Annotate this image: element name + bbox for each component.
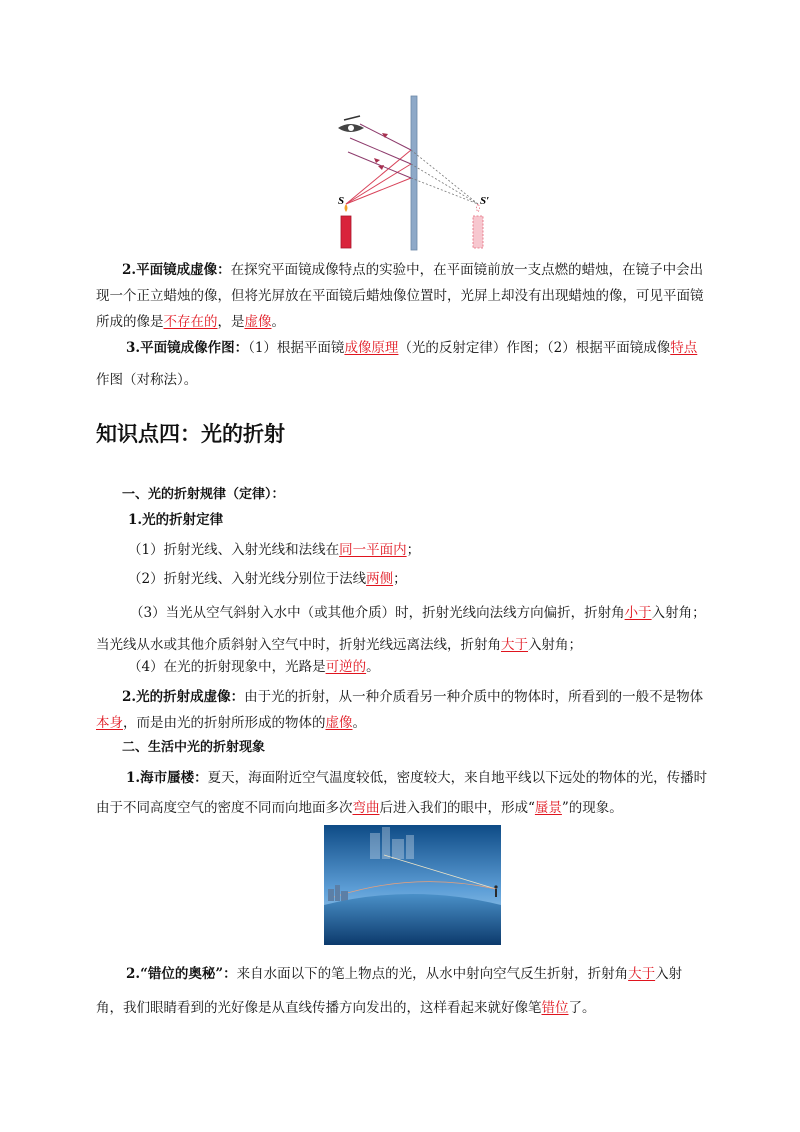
- text: 在探究平面镜成像特点的实验中，在平面镜前放一支点燃的蜡烛，在镜子中会出现一个正立蜡烛的像，但将光屏放在平面镜后蜡烛像位置时，光屏上却没有出现蜡烛的像，可见平面镜所成的像是: [96, 262, 704, 330]
- answer-blank: 错位: [541, 1000, 569, 1016]
- paragraph-pen-shift: [96, 957, 708, 1025]
- text: 。: [366, 659, 380, 675]
- text: （1）折射光线、入射光线和法线在: [128, 542, 340, 558]
- subsection-title: 一、光的折射规律（定律）：: [122, 487, 285, 502]
- incident-rays: [346, 150, 411, 204]
- text: 夏天，海面附近空气温度较低，密度较大，来自地平线以下远处的物体的光，传播时由于不同高度空气的密度不同而向地面多次: [96, 770, 708, 816]
- text: ”的现象。: [561, 800, 623, 816]
- text: 作图（对称法）。: [96, 372, 198, 388]
- answer-blank: 弯曲: [352, 800, 380, 816]
- paragraph-mirage: [96, 763, 708, 823]
- label-s: S: [338, 195, 345, 207]
- mirror: [411, 96, 417, 250]
- text: ，是: [217, 314, 245, 330]
- subsection-title: 二、生活中光的折射现象: [122, 740, 266, 755]
- law-title: 1.光的折射定律: [128, 512, 224, 528]
- answer-blank: 两侧: [366, 571, 394, 587]
- answer-blank: 大于: [628, 966, 656, 982]
- text: （4）在光的折射现象中，光路是: [128, 659, 326, 675]
- paragraph-title: 2.“错位的奥秘”：: [126, 966, 237, 982]
- text: （2）折射光线、入射光线分别位于法线: [128, 571, 367, 587]
- law-item-3: [96, 597, 708, 661]
- text: 由于光的折射，从一种介质看另一种介质中的物体时，所看到的一般不是物体: [244, 689, 704, 705]
- text: 入射角；当光线从水或其他介质斜射入空气中时，折射光线远离法线，折射角: [96, 605, 706, 653]
- paragraph-title: 2.光的折射成虚像：: [122, 689, 245, 705]
- text: 入射角，我们眼睛看到的光好像是从直线传播方向发出的，这样看起来就好像笔: [96, 966, 683, 1016]
- answer-blank: 本身: [96, 715, 123, 731]
- text: 来自水面以下的笔上物点的光，从水中射向空气反生折射，折射角: [236, 966, 629, 982]
- text: （3）当光从空气斜射入水中（或其他介质）时，折射光线向法线方向偏折，折射角: [130, 605, 625, 621]
- answer-blank: 可逆的: [325, 659, 367, 675]
- section-heading: 知识点四：光的折射: [96, 422, 285, 446]
- paragraph-refraction-virtual: [96, 684, 708, 736]
- text: 入射角；: [528, 637, 582, 653]
- paragraph-title: 1.海市蜃楼：: [126, 770, 208, 786]
- virtual-rays: [411, 150, 478, 204]
- answer-blank: 虚像: [325, 715, 353, 731]
- answer-blank: 虚像: [244, 314, 272, 330]
- paragraph-virtual-image: [96, 257, 708, 335]
- answer-blank: 小于: [624, 605, 652, 621]
- law-item-2: [128, 568, 407, 590]
- answer-blank: 不存在的: [163, 314, 218, 330]
- text: ；: [393, 571, 407, 587]
- text: 。: [352, 715, 366, 731]
- text: （1）根据平面镜: [248, 340, 345, 356]
- paragraph-title: 3.平面镜成像作图：: [126, 340, 249, 356]
- law-item-1: [128, 539, 420, 561]
- real-candle: [341, 204, 351, 248]
- text: 。: [271, 314, 285, 330]
- text: ；: [406, 542, 421, 558]
- answer-blank: 成像原理: [344, 340, 399, 356]
- answer-blank: 同一平面内: [339, 542, 407, 558]
- label-s-prime: S′: [480, 195, 490, 207]
- paragraph-title: 2.平面镜成虚像：: [122, 262, 231, 278]
- text: 后进入我们的眼中，形成“: [379, 800, 535, 816]
- answer-blank: 蜃景: [534, 800, 562, 816]
- text: 了。: [568, 1000, 596, 1016]
- mirage-illustration: [324, 825, 501, 945]
- answer-blank: 大于: [501, 637, 528, 653]
- law-item-4: [128, 656, 380, 678]
- paragraph-drawing: [96, 332, 708, 396]
- plane-mirror-diagram: [330, 92, 500, 254]
- answer-blank: 特点: [670, 340, 698, 356]
- text: ，而是由光的折射所形成的物体的: [123, 715, 326, 731]
- virtual-candle: [473, 204, 483, 248]
- text: （光的反射定律）作图；（2）根据平面镜成像: [398, 340, 671, 356]
